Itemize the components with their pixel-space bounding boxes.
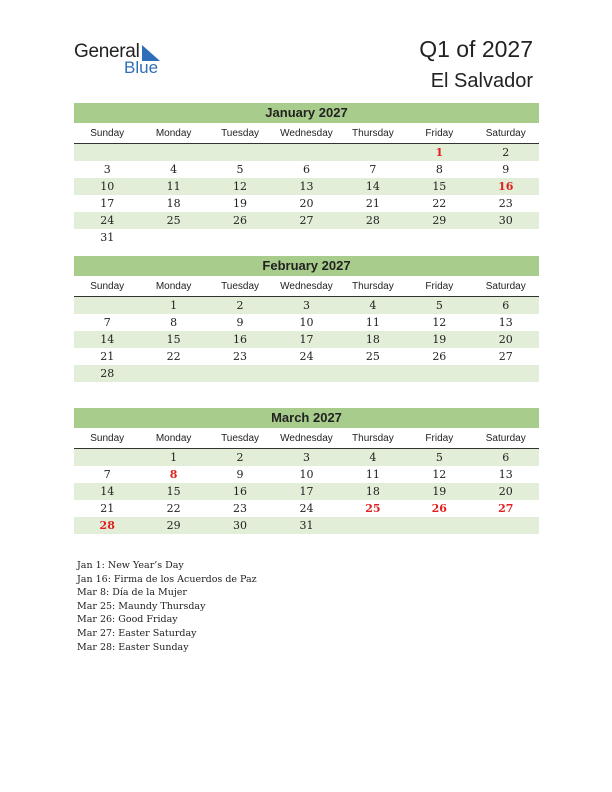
empty-day-cell [473, 517, 539, 534]
month-title: March 2027 [74, 408, 539, 428]
weekday-header-row [74, 126, 539, 144]
day-cell: 6 [502, 299, 510, 312]
day-cell: 19 [432, 485, 447, 498]
day-cell: 13 [299, 180, 314, 193]
generalblue-logo [74, 41, 174, 77]
day-cell: 11 [365, 316, 380, 329]
holiday-note: Mar 26: Good Friday [77, 614, 178, 626]
day-cell: 5 [236, 163, 244, 176]
empty-day-cell [340, 229, 406, 246]
weekday-label: Thursday [352, 281, 394, 292]
day-cell: 24 [100, 214, 115, 227]
day-cell: 10 [299, 316, 314, 329]
day-cell: 10 [299, 468, 314, 481]
day-cell: 21 [365, 197, 380, 210]
day-cell: 2 [502, 146, 510, 159]
day-cell: 11 [365, 468, 380, 481]
week-row [74, 348, 539, 365]
day-cell: 4 [369, 451, 377, 464]
weekday-label: Monday [155, 433, 192, 444]
weekday-label: Sunday [90, 281, 125, 292]
holiday-notes [77, 559, 257, 654]
weekday-label: Sunday [90, 433, 125, 444]
day-cell: 18 [365, 485, 380, 498]
weekday-label: Friday [425, 433, 454, 444]
day-cell: 27 [498, 502, 514, 515]
day-cell: 30 [233, 519, 248, 532]
week-row [74, 229, 539, 246]
weekday-label: Saturday [485, 128, 526, 139]
day-cell: 23 [233, 502, 248, 515]
day-cell: 24 [299, 502, 314, 515]
weekday-label: Thursday [352, 128, 394, 139]
day-cell: 12 [233, 180, 248, 193]
month-title: February 2027 [74, 256, 539, 276]
empty-day-cell [473, 229, 539, 246]
day-cell: 20 [498, 333, 513, 346]
week-row [74, 144, 539, 161]
day-cell: 17 [299, 485, 314, 498]
weekday-label: Wednesday [280, 281, 333, 292]
day-cell: 9 [236, 316, 244, 329]
weekday-label: Monday [155, 281, 192, 292]
day-cell: 24 [299, 350, 314, 363]
day-cell: 9 [502, 163, 510, 176]
holiday-note: Jan 1: New Year’s Day [77, 560, 184, 571]
weekday-label: Tuesday [221, 433, 260, 444]
empty-day-cell [207, 365, 273, 382]
week-row [74, 331, 539, 348]
day-cell: 3 [302, 299, 310, 312]
month-february [74, 256, 539, 382]
day-cell: 4 [170, 163, 178, 176]
empty-day-cell [473, 365, 539, 382]
day-cell: 8 [170, 316, 178, 329]
day-cell: 5 [435, 299, 443, 312]
day-cell: 2 [236, 451, 244, 464]
week-row [74, 517, 539, 534]
day-cell: 19 [233, 197, 248, 210]
day-cell: 3 [103, 163, 111, 176]
day-cell: 25 [166, 214, 181, 227]
holiday-note: Mar 27: Easter Saturday [77, 627, 197, 639]
holiday-note: Mar 25: Maundy Thursday [77, 600, 206, 612]
day-cell: 27 [299, 214, 314, 227]
week-row [74, 212, 539, 229]
day-cell: 1 [435, 146, 444, 159]
day-cell: 8 [169, 468, 178, 481]
logo-text-blue: Blue [124, 58, 159, 77]
empty-day-cell [140, 144, 206, 161]
empty-day-cell [406, 365, 472, 382]
day-cell: 28 [365, 214, 380, 227]
day-cell: 3 [302, 451, 310, 464]
day-cell: 13 [498, 316, 513, 329]
day-cell: 31 [100, 231, 115, 244]
day-cell: 6 [302, 163, 310, 176]
day-cell: 23 [233, 350, 248, 363]
weekday-label: Tuesday [221, 281, 260, 292]
weekday-label: Tuesday [221, 128, 260, 139]
day-cell: 14 [365, 180, 380, 193]
weekday-label: Friday [425, 128, 454, 139]
weekday-label: Monday [155, 128, 192, 139]
day-cell: 10 [100, 180, 115, 193]
day-cell: 1 [170, 299, 178, 312]
weekday-label: Wednesday [280, 433, 333, 444]
weekday-header-row [74, 279, 539, 297]
day-cell: 2 [236, 299, 244, 312]
day-cell: 7 [369, 163, 377, 176]
day-cell: 30 [498, 214, 513, 227]
day-cell: 18 [365, 333, 380, 346]
holiday-note: Mar 8: Día de la Mujer [77, 587, 187, 599]
week-row [74, 449, 539, 466]
day-cell: 23 [498, 197, 513, 210]
week-row [74, 161, 539, 178]
day-cell: 26 [432, 350, 447, 363]
logo-text-general: General [74, 41, 140, 62]
day-cell: 12 [432, 468, 447, 481]
day-cell: 20 [299, 197, 314, 210]
weekday-label: Saturday [485, 281, 526, 292]
day-cell: 31 [299, 519, 314, 532]
empty-day-cell [74, 297, 140, 314]
day-cell: 4 [369, 299, 377, 312]
day-cell: 26 [233, 214, 248, 227]
day-cell: 16 [233, 485, 248, 498]
day-cell: 6 [502, 451, 510, 464]
week-row [74, 195, 539, 212]
day-cell: 26 [431, 502, 447, 515]
country-name: El Salvador [430, 70, 533, 92]
week-row [74, 297, 539, 314]
empty-day-cell [74, 449, 140, 466]
day-cell: 18 [166, 197, 181, 210]
day-cell: 25 [365, 350, 380, 363]
day-cell: 5 [435, 451, 443, 464]
day-cell: 8 [435, 163, 443, 176]
weekday-label: Sunday [90, 128, 125, 139]
day-cell: 11 [166, 180, 181, 193]
week-row [74, 314, 539, 331]
day-cell: 27 [498, 350, 513, 363]
page-title: Q1 of 2027 [419, 36, 533, 62]
empty-day-cell [340, 365, 406, 382]
day-cell: 21 [100, 350, 115, 363]
holiday-note: Mar 28: Easter Sunday [77, 641, 189, 653]
day-cell: 20 [498, 485, 513, 498]
day-cell: 16 [498, 180, 514, 193]
day-cell: 15 [432, 180, 447, 193]
empty-day-cell [406, 229, 472, 246]
empty-day-cell [207, 144, 273, 161]
empty-day-cell [340, 517, 406, 534]
weekday-label: Thursday [352, 433, 394, 444]
day-cell: 29 [432, 214, 447, 227]
empty-day-cell [273, 144, 339, 161]
day-cell: 7 [103, 468, 111, 481]
day-cell: 19 [432, 333, 447, 346]
day-cell: 14 [100, 485, 115, 498]
weekday-header-row [74, 431, 539, 449]
day-cell: 22 [166, 350, 181, 363]
empty-day-cell [273, 229, 339, 246]
empty-day-cell [74, 144, 140, 161]
week-row [74, 500, 539, 517]
weekday-label: Saturday [485, 433, 526, 444]
empty-day-cell [340, 144, 406, 161]
day-cell: 9 [236, 468, 244, 481]
day-cell: 28 [100, 367, 115, 380]
day-cell: 17 [100, 197, 115, 210]
day-cell: 21 [100, 502, 115, 515]
week-row [74, 483, 539, 500]
week-row [74, 466, 539, 483]
month-title: January 2027 [74, 103, 539, 123]
week-row [74, 178, 539, 195]
weekday-label: Wednesday [280, 128, 333, 139]
day-cell: 15 [166, 333, 181, 346]
day-cell: 13 [498, 468, 513, 481]
day-cell: 16 [233, 333, 248, 346]
day-cell: 14 [100, 333, 115, 346]
day-cell: 1 [170, 451, 178, 464]
day-cell: 7 [103, 316, 111, 329]
day-cell: 22 [166, 502, 181, 515]
empty-day-cell [140, 365, 206, 382]
month-january [74, 103, 539, 246]
day-cell: 29 [166, 519, 181, 532]
day-cell: 17 [299, 333, 314, 346]
empty-day-cell [406, 517, 472, 534]
day-cell: 15 [166, 485, 181, 498]
day-cell: 25 [365, 502, 381, 515]
empty-day-cell [273, 365, 339, 382]
day-cell: 22 [432, 197, 447, 210]
month-march [74, 408, 539, 534]
day-cell: 12 [432, 316, 447, 329]
empty-day-cell [140, 229, 206, 246]
weekday-label: Friday [425, 281, 454, 292]
week-row [74, 365, 539, 382]
empty-day-cell [207, 229, 273, 246]
holiday-note: Jan 16: Firma de los Acuerdos de Paz [77, 573, 257, 585]
day-cell: 28 [99, 519, 115, 532]
